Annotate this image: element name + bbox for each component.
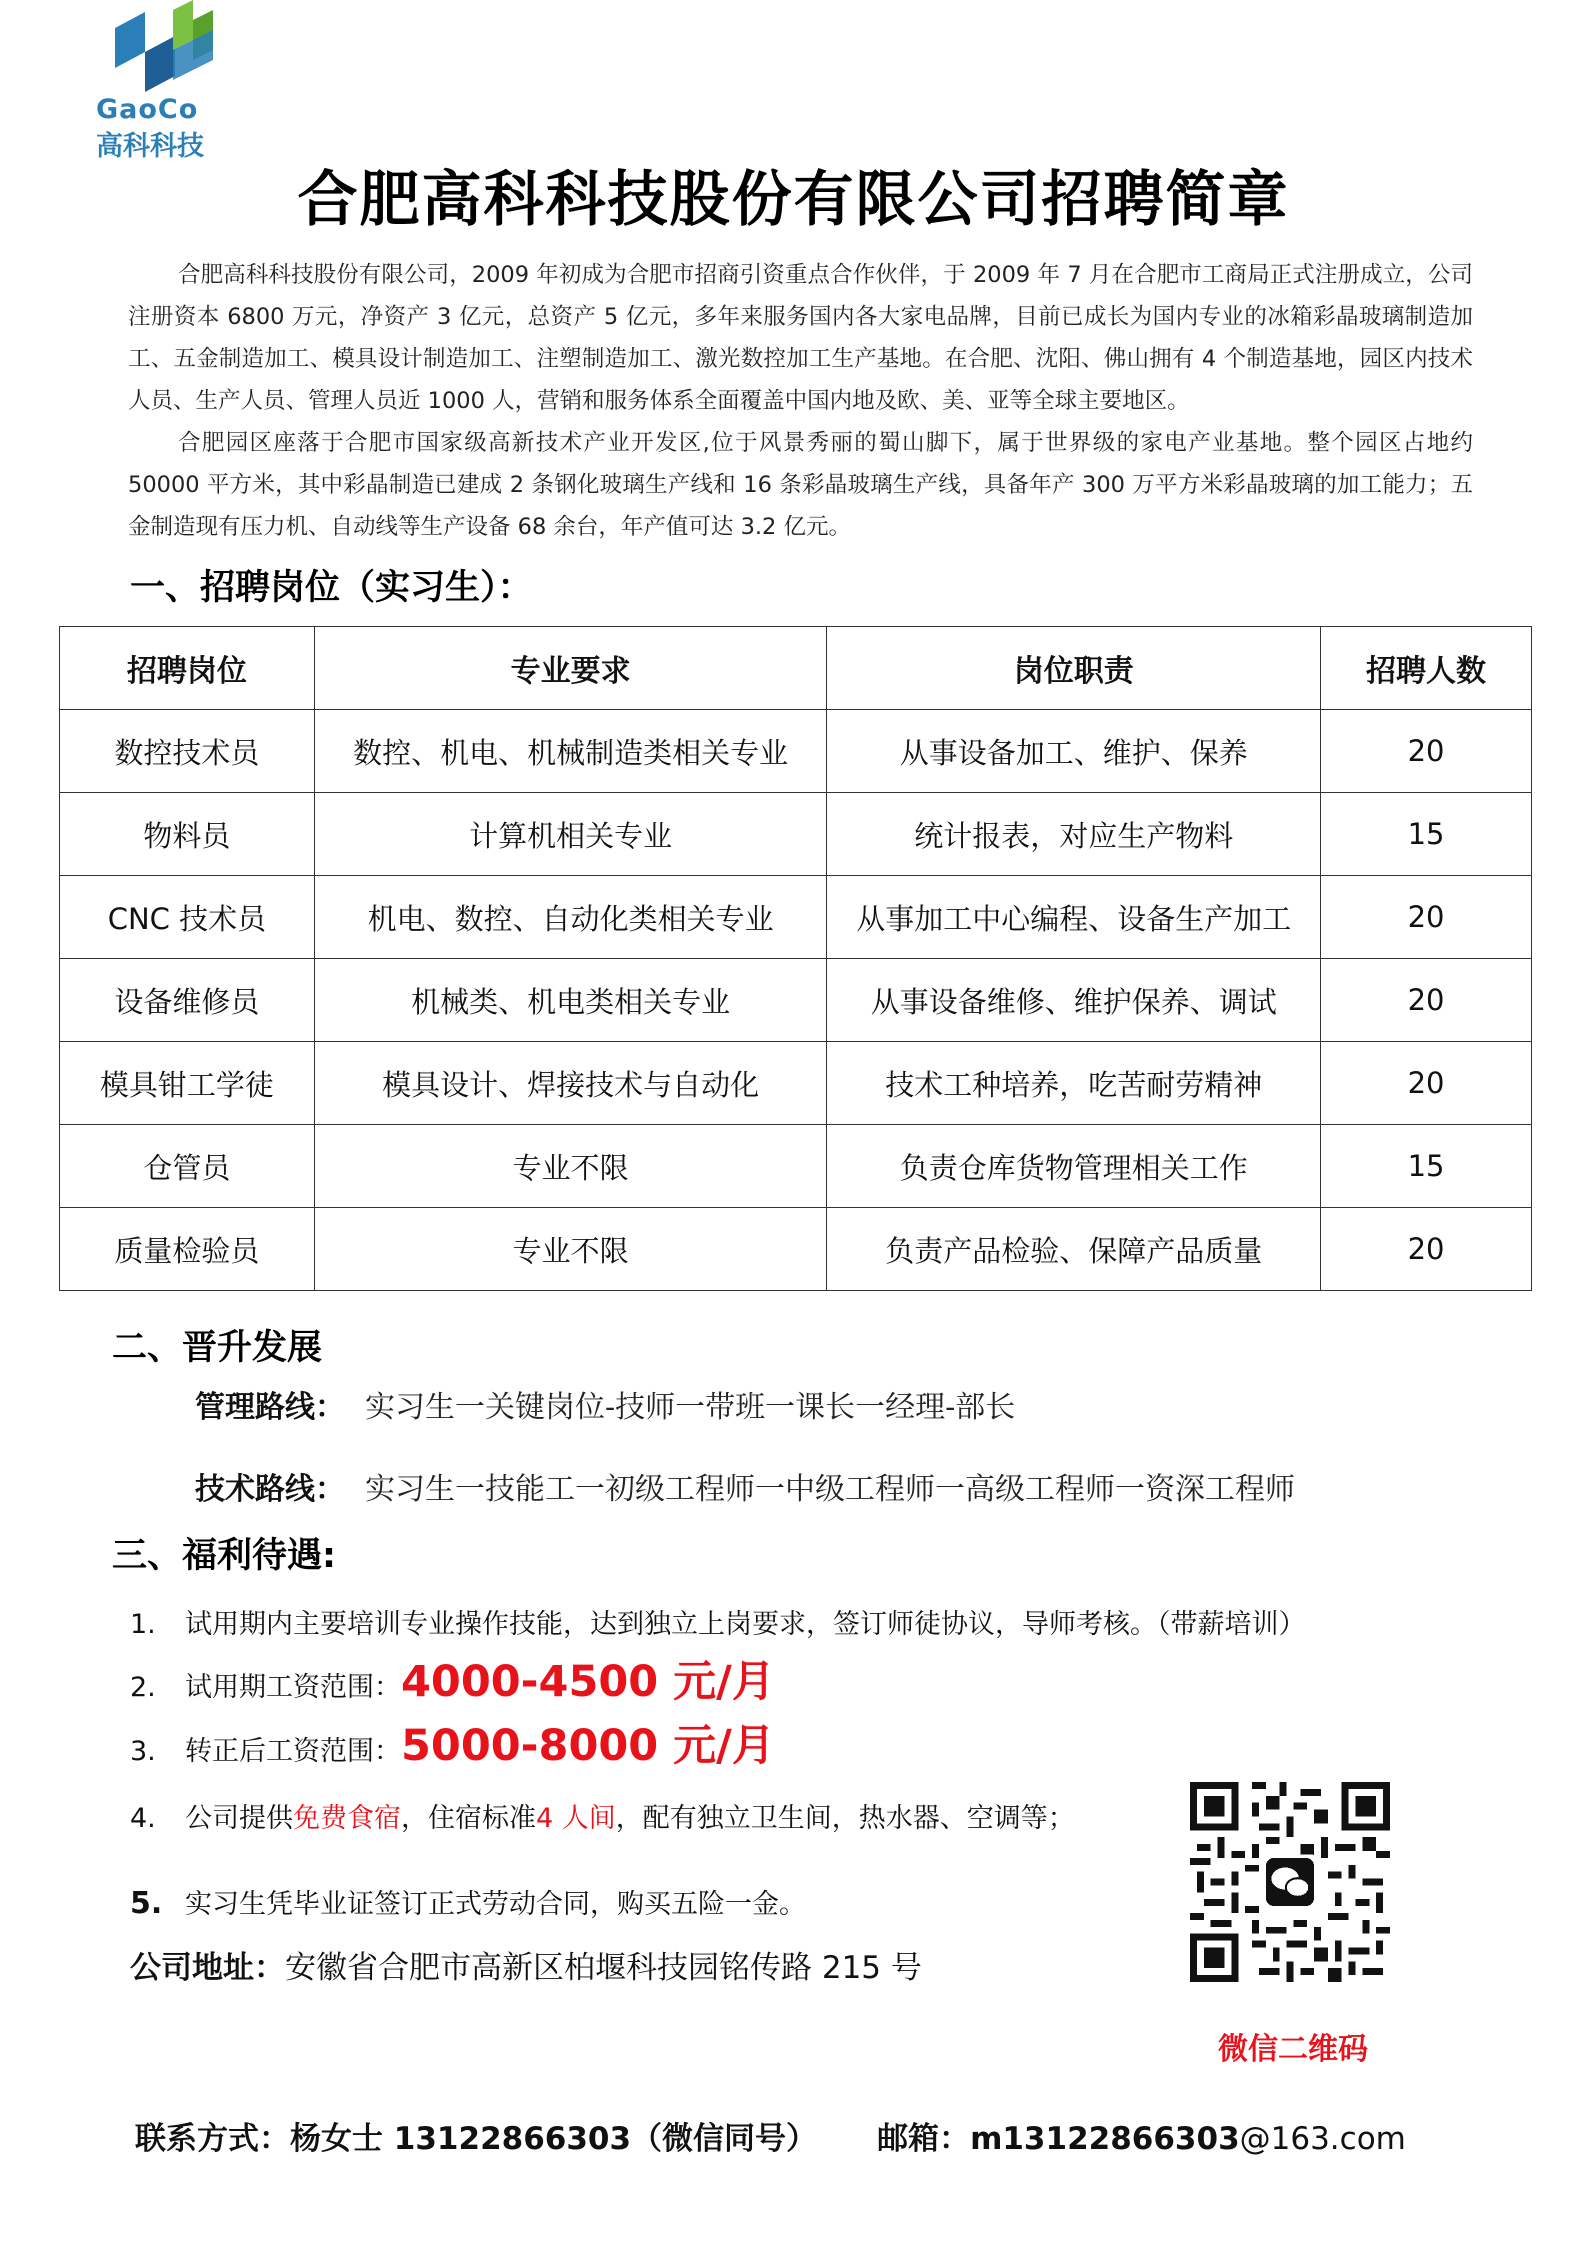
contact-value: 杨女士 13122866303（微信同号） [290, 2121, 818, 2157]
section-heading-positions: 一、招聘岗位（实习生）： [130, 568, 533, 608]
table-cell: 负责产品检验、保障产品质量 [827, 1208, 1321, 1291]
benefit-item [130, 1796, 1075, 1835]
table-cell: 从事设备维修、维护保养、调试 [827, 959, 1321, 1042]
table-cell: 从事设备加工、维护、保养 [827, 710, 1321, 793]
table-cell: 15 [1321, 793, 1532, 876]
technical-path-value: 实习生一技能工一初级工程师一中级工程师一高级工程师一资深工程师 [365, 1472, 1295, 1507]
benefit-item [130, 1602, 1306, 1641]
email-label: 邮箱： [877, 2121, 971, 2157]
benefit-number: 2. [130, 1672, 156, 1703]
table-cell: 设备维修员 [60, 959, 315, 1042]
company-intro [128, 254, 1473, 548]
benefit-number: 4. [130, 1803, 156, 1834]
benefit-text: 试用期工资范围： [185, 1672, 401, 1703]
logo-text-en: GaoCo [96, 94, 199, 125]
table-header: 岗位职责 [827, 627, 1321, 710]
email-user: m13122866303 [970, 2121, 1240, 2157]
benefit-highlight: 4 人间 [536, 1803, 616, 1834]
table-cell: 质量检验员 [60, 1208, 315, 1291]
table-cell: 20 [1321, 959, 1532, 1042]
address-value: 安徽省合肥市高新区柏堰科技园铭传路 215 号 [285, 1950, 922, 1986]
table-cell: 模具设计、焊接技术与自动化 [314, 1042, 827, 1125]
benefit-text: ，住宿标准 [401, 1803, 536, 1834]
page-title: 合肥高科科技股份有限公司招聘简章 [297, 165, 1290, 235]
table-cell: 专业不限 [314, 1125, 827, 1208]
intro-paragraph: 合肥园区座落于合肥市国家级高新技术产业开发区,位于风景秀丽的蜀山脚下，属于世界级的家电产业基地。整个园区占地约 50000 平方米，其中彩晶制造已建成 2 条钢化玻璃生产线和 16 条彩晶玻璃生产线，具备年产 300 万平方米彩晶玻璃的加工能力；五金制造现有压力机、自动线等生产设备 68 余台，年产值可达 3.2 亿元。 [128, 430, 1473, 540]
table-row [60, 1125, 1532, 1208]
table-cell: 模具钳工学徒 [60, 1042, 315, 1125]
table-cell: 物料员 [60, 793, 315, 876]
table-cell: 数控技术员 [60, 710, 315, 793]
table-cell: 技术工种培养，吃苦耐劳精神 [827, 1042, 1321, 1125]
benefit-text: 公司提供 [185, 1803, 293, 1834]
intro-paragraph: 合肥高科科技股份有限公司，2009 年初成为合肥市招商引资重点合作伙伴，于 2009 年 7 月在合肥市工商局正式注册成立，公司注册资本 6800 万元，净资产 3 亿元，总资产 5 亿元，多年来服务国内各大家电品牌，目前已成长为国内专业的冰箱彩晶玻璃制造加工、五金制造加工、模具设计制造加工、注塑制造加工、激光数控加工生产基地。在合肥、沈阳、佛山拥有 4 个制造基地，园区内技术人员、生产人员、管理人员近 1000 人，营销和服务体系全面覆盖中国内地及欧、美、亚等全球主要地区。 [128, 262, 1473, 414]
benefit-number: 3. [130, 1736, 156, 1767]
probation-salary: 4000-4500 元/月 [401, 1657, 775, 1707]
management-path [195, 1382, 1015, 1426]
table-row [60, 793, 1532, 876]
table-row [60, 959, 1532, 1042]
table-cell: CNC 技术员 [60, 876, 315, 959]
management-path-label: 管理路线： [195, 1390, 345, 1425]
technical-path [195, 1464, 1295, 1508]
benefit-number: 1. [130, 1609, 156, 1640]
benefit-text: 试用期内主要培训专业操作技能，达到独立上岗要求，签订师徒协议，导师考核。（带薪培训） [185, 1609, 1306, 1640]
qr-code-caption: 微信二维码 [1218, 2032, 1368, 2067]
regular-salary: 5000-8000 元/月 [401, 1721, 775, 1771]
table-cell: 20 [1321, 1042, 1532, 1125]
benefit-item [130, 1882, 806, 1921]
table-cell: 数控、机电、机械制造类相关专业 [314, 710, 827, 793]
table-row [60, 1208, 1532, 1291]
positions-table [59, 626, 1532, 1291]
table-cell: 负责仓库货物管理相关工作 [827, 1125, 1321, 1208]
contact-label: 联系方式： [135, 2121, 290, 2157]
benefit-highlight: 免费食宿 [293, 1803, 401, 1834]
table-cell: 20 [1321, 1208, 1532, 1291]
benefit-item [130, 1648, 775, 1709]
table-header: 专业要求 [314, 627, 827, 710]
table-header: 招聘岗位 [60, 627, 315, 710]
contact-line [135, 2113, 1406, 2158]
table-row [60, 876, 1532, 959]
table-cell: 机械类、机电类相关专业 [314, 959, 827, 1042]
table-cell: 20 [1321, 710, 1532, 793]
benefit-text: 实习生凭毕业证签订正式劳动合同，购买五险一金。 [185, 1889, 806, 1920]
table-cell: 从事加工中心编程、设备生产加工 [827, 876, 1321, 959]
table-cell: 机电、数控、自动化类相关专业 [314, 876, 827, 959]
table-cell: 15 [1321, 1125, 1532, 1208]
technical-path-label: 技术路线： [195, 1472, 345, 1507]
table-cell: 仓管员 [60, 1125, 315, 1208]
table-cell: 20 [1321, 876, 1532, 959]
address-label: 公司地址： [130, 1950, 285, 1986]
email-domain: @163.com [1239, 2121, 1406, 2157]
benefit-item [130, 1712, 775, 1773]
table-cell: 计算机相关专业 [314, 793, 827, 876]
logo-text-cn: 高科科技 [96, 131, 204, 162]
benefit-text: 转正后工资范围： [185, 1736, 401, 1767]
section-heading-promotion: 二、晋升发展 [112, 1328, 323, 1368]
table-header: 招聘人数 [1321, 627, 1532, 710]
wechat-qr-code-icon [1190, 1782, 1390, 1982]
table-row [60, 710, 1532, 793]
company-address [130, 1942, 922, 1987]
benefit-number: 5. [130, 1886, 163, 1921]
benefit-text: ，配有独立卫生间，热水器、空调等； [615, 1803, 1075, 1834]
section-heading-benefits: 三、福利待遇: [112, 1536, 336, 1576]
table-row [60, 1042, 1532, 1125]
table-header-row [60, 627, 1532, 710]
table-cell: 统计报表，对应生产物料 [827, 793, 1321, 876]
table-cell: 专业不限 [314, 1208, 827, 1291]
management-path-value: 实习生一关键岗位-技师一带班一课长一经理-部长 [365, 1390, 1016, 1425]
